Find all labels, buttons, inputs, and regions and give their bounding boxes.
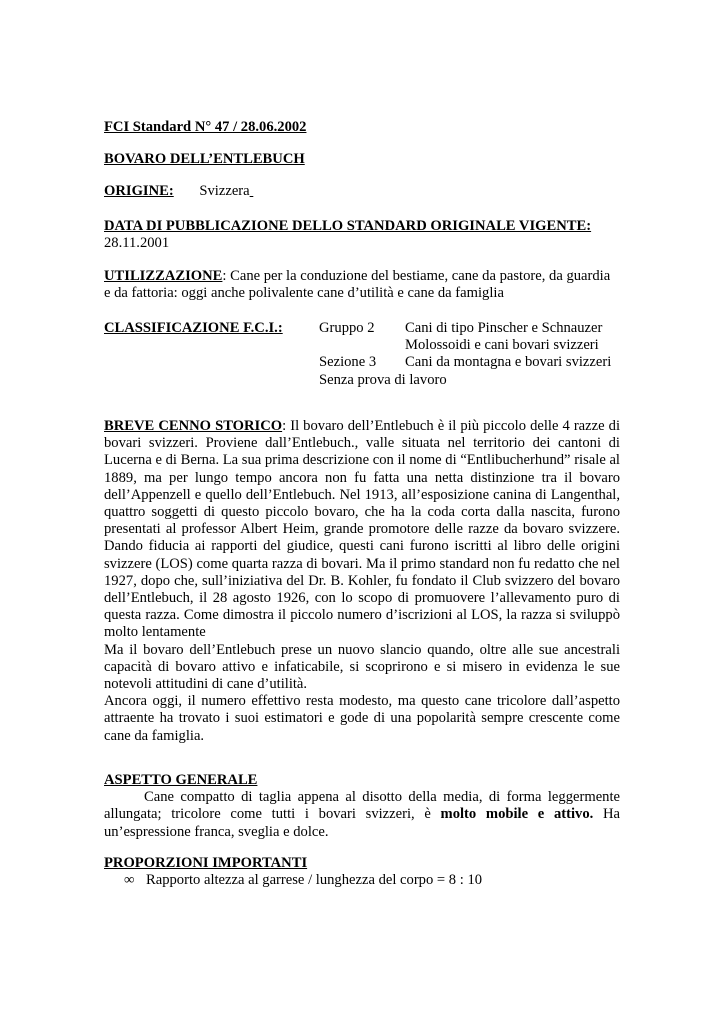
proportion-item — [104, 872, 620, 890]
history-section — [104, 418, 620, 745]
classification-label: CLASSIFICAZIONE F.C.I.: — [104, 320, 283, 336]
group-label: Gruppo 2 — [319, 320, 375, 336]
utilization-text: : Cane per la conduzione del bestiame, cane da pastore, da guardia e da fattoria: oggi anche polivalente cane d’utilità e cane da famiglia — [104, 268, 611, 302]
origin-label: ORIGINE: — [104, 183, 174, 199]
breed-title: BOVARO DELL’ENTLEBUCH — [104, 151, 305, 167]
general-appearance-label: ASPETTO GENERALE — [104, 772, 258, 788]
history-paragraph-3: Ancora oggi, il numero effettivo resta modesto, ma questo cane tricolore dall’aspetto attraente ha trovato i suoi estimatori e gode di una popolarità sempre crescente come cane da famiglia. — [104, 693, 620, 744]
proportions-section — [104, 855, 620, 890]
group-line-2: Molossoidi e cani bovari svizzeri — [405, 337, 599, 354]
origin-value: Svizzera — [199, 183, 250, 199]
section-label: Sezione 3 — [319, 354, 377, 371]
history-paragraph-2: Ma il bovaro dell’Entlebuch prese un nuovo slancio quando, oltre alle sue ancestrali capacità di bovaro attivo e infaticabile, si scoprirono e si misero in evidenza le sue notevoli attitudini di cane d’utilità. — [104, 641, 620, 693]
work-test-note: Senza prova di lavoro — [319, 371, 447, 388]
general-appearance-emphasis: molto mobile e attivo. — [440, 806, 594, 823]
infinity-bullet-icon: ∞ — [124, 872, 135, 889]
utilization-label: UTILIZZAZIONE — [104, 268, 223, 284]
general-appearance-text: Cane compatto di taglia appena al disotto della media, di forma leggermente allungata; tricolore come tutti i bovari svizzeri, è molto mobile e attivo. Ha un’espressione franca, sveglia e dolce. — [104, 789, 620, 840]
section-text: Cani da montagna e bovari svizzeri — [405, 354, 612, 371]
publication-section — [104, 218, 620, 252]
standard-number-heading: FCI Standard N° 47 / 28.06.2002 — [104, 119, 307, 135]
publication-label: DATA DI PUBBLICAZIONE DELLO STANDARD ORIGINALE VIGENTE: — [104, 218, 592, 234]
history-paragraph-1: BREVE CENNO STORICO: Il bovaro dell’Entlebuch è il più piccolo delle 4 razze di bovari svizzeri. Proviene dall’Entlebuch., valle situata nel territorio dei cantoni di Lucerna e di Berna. La sua prima descrizione con il nome di “Entlibucherhund” risale al 1889, ma per lungo tempo ancora non fu fatta una netta distinzione tra il bovaro dell’Appenzell e quello dell’Entlebuch. Nel 1913, all’esposizione canina di Langenthal, quattro soggetti di questo piccolo bovaro, che ha la coda corta dalla nascita, furono presentati al professor Albert Heim, grande promotore delle razze da bovaro svizzere. Dando fiducia ai rapporti del giudice, questi cani furono iscritti al libro delle origini svizzere (LOS) come quarta razza di bovari. Ma il primo standard non fu redatto che nel 1927, dopo che, sull’iniziativa del Dr. B. Kohler, fu fondato il Club svizzero del bovaro dell’Entlebuch, il 28 agosto 1926, con lo scopo di promuovere l’allevamento puro di questa razza. Come dimostra il piccolo numero d’iscrizioni al LOS, la razza si sviluppò molto lentamente — [104, 418, 620, 641]
classification-section — [104, 320, 620, 389]
group-line-1: Cani di tipo Pinscher e Schnauzer — [405, 320, 603, 336]
general-appearance-section — [104, 772, 620, 841]
utilization-section — [104, 268, 620, 302]
proportion-item-text: Rapporto altezza al garrese / lunghezza del corpo = 8 : 10 — [146, 872, 483, 889]
origin-line — [104, 183, 620, 200]
history-label: BREVE CENNO STORICO — [104, 418, 283, 434]
proportions-label: PROPORZIONI IMPORTANTI — [104, 855, 308, 871]
publication-date: 28.11.2001 — [104, 235, 170, 252]
